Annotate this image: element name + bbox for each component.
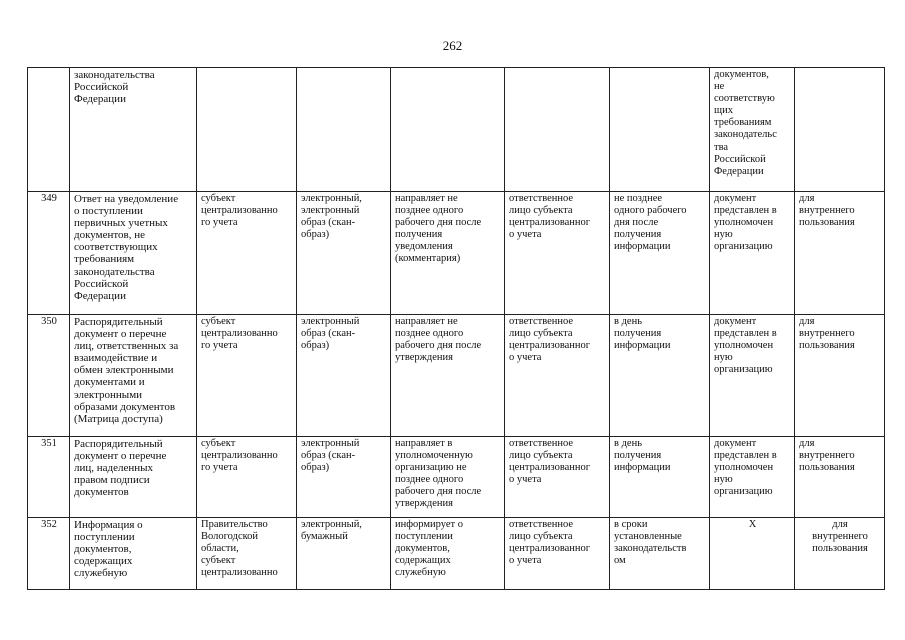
cell-number: 349 (28, 192, 70, 315)
cell-subject: Правительство Вологодской области, субъект централизованно (197, 518, 297, 590)
cell-subject: субъект централизованно го учета (197, 192, 297, 315)
cell-number: 352 (28, 518, 70, 590)
cell-responsible: ответственное лицо субъекта централизованног о учета (505, 192, 610, 315)
cell-subject (197, 68, 297, 192)
cell-note: документ представлен в уполномочен ную организацию (710, 315, 795, 437)
cell-document-name: Распорядительный документ о перечне лиц, ответственных за взаимодействие и обмен электронными документами и электронными образами документов (Матрица доступа) (70, 315, 197, 437)
table-row (28, 315, 885, 437)
cell-responsible (505, 68, 610, 192)
cell-document-name: Распорядительный документ о перечне лиц, наделенных правом подписи документов (70, 437, 197, 518)
cell-action: направляет не позднее одного рабочего дня после получения уведомления (комментария) (391, 192, 505, 315)
table-row (28, 192, 885, 315)
register-table (27, 67, 885, 590)
cell-purpose: для внутреннего пользования (795, 192, 885, 315)
table-row (28, 437, 885, 518)
cell-document-name: законодательства Российской Федерации (70, 68, 197, 192)
cell-action: направляет не позднее одного рабочего дня после утверждения (391, 315, 505, 437)
cell-action: направляет в уполномоченную организацию не позднее одного рабочего дня после утверждения (391, 437, 505, 518)
cell-form: электронный образ (скан- образ) (297, 437, 391, 518)
cell-number: 351 (28, 437, 70, 518)
cell-deadline: в день получения информации (610, 315, 710, 437)
cell-document-name: Ответ на уведомление о поступлении первичных учетных документов, не соответствующих требованиям законодательства Российской Федерации (70, 192, 197, 315)
cell-number (28, 68, 70, 192)
cell-purpose: для внутреннего пользования (795, 518, 885, 590)
cell-note: документ представлен в уполномочен ную организацию (710, 437, 795, 518)
cell-responsible: ответственное лицо субъекта централизованног о учета (505, 518, 610, 590)
cell-note: документов, не соответствую щих требованиям законодательс тва Российской Федерации (710, 68, 795, 192)
cell-deadline: в день получения информации (610, 437, 710, 518)
cell-note: документ представлен в уполномочен ную организацию (710, 192, 795, 315)
cell-deadline: не позднее одного рабочего дня после получения информации (610, 192, 710, 315)
cell-deadline: в сроки установленные законодательств ом (610, 518, 710, 590)
cell-action: информирует о поступлении документов, содержащих служебную (391, 518, 505, 590)
cell-responsible: ответственное лицо субъекта централизованног о учета (505, 315, 610, 437)
cell-subject: субъект централизованно го учета (197, 315, 297, 437)
cell-form (297, 68, 391, 192)
cell-document-name: Информация о поступлении документов, содержащих служебную (70, 518, 197, 590)
cell-form: электронный, бумажный (297, 518, 391, 590)
cell-number: 350 (28, 315, 70, 437)
cell-deadline (610, 68, 710, 192)
cell-purpose: для внутреннего пользования (795, 315, 885, 437)
cell-subject: субъект централизованно го учета (197, 437, 297, 518)
table-row (28, 518, 885, 590)
cell-action (391, 68, 505, 192)
cell-form: электронный образ (скан- образ) (297, 315, 391, 437)
cell-responsible: ответственное лицо субъекта централизованног о учета (505, 437, 610, 518)
cell-form: электронный, электронный образ (скан- образ) (297, 192, 391, 315)
cell-purpose (795, 68, 885, 192)
table-row-continuation (28, 68, 885, 192)
page-number: 262 (442, 38, 463, 53)
cell-note: Х (710, 518, 795, 590)
cell-purpose: для внутреннего пользования (795, 437, 885, 518)
